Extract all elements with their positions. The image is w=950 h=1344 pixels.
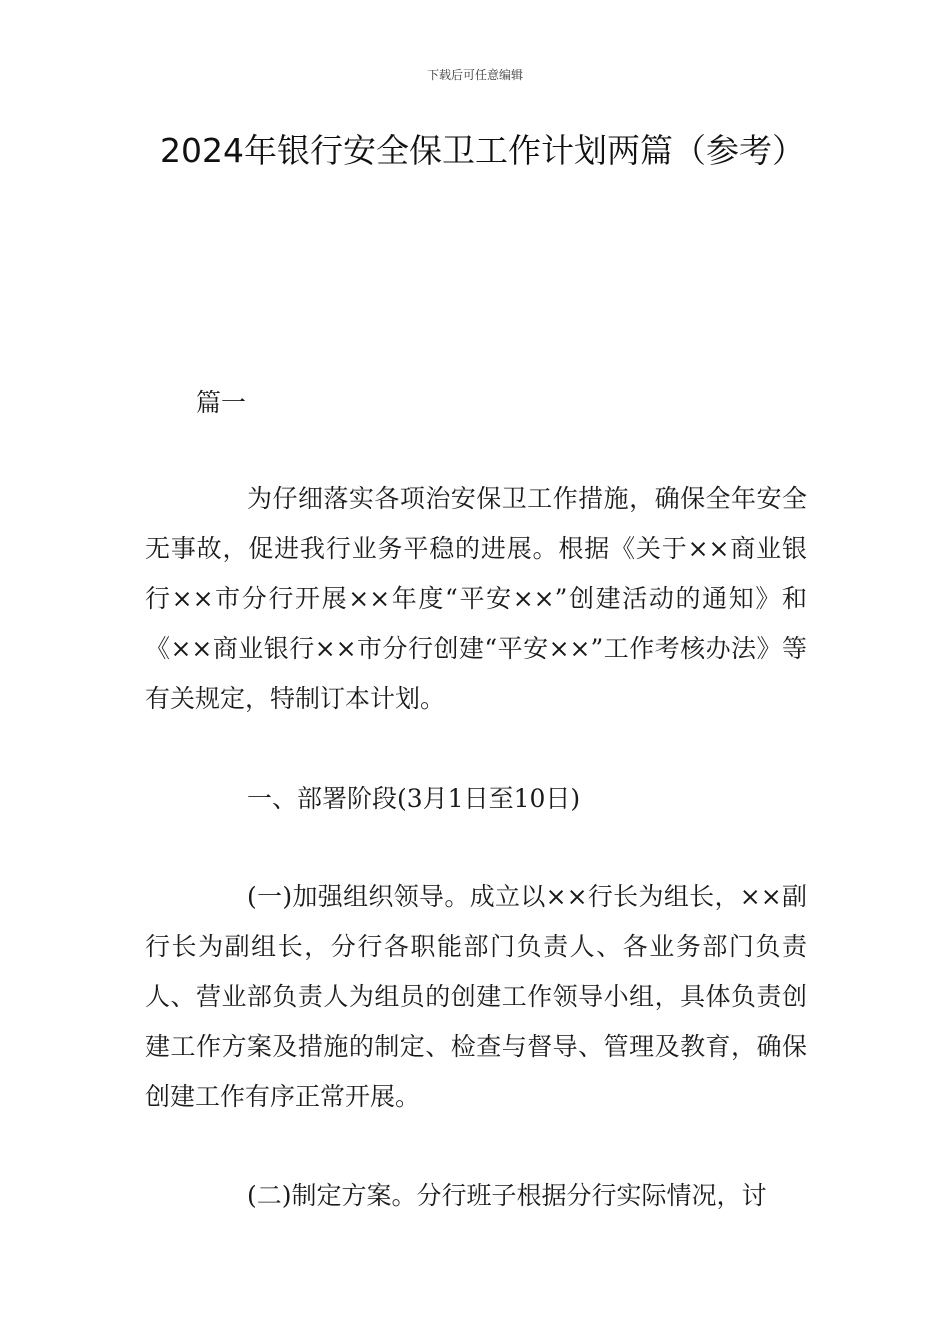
paragraph-plan: (二)制定方案。分行班子根据分行实际情况，讨 <box>247 1181 767 1210</box>
section-label: 篇一 <box>196 388 247 417</box>
document-title: 2024年银行安全保卫工作计划两篇（参考） <box>160 131 805 170</box>
section-heading-deployment: 一、部署阶段(3月1日至10日) <box>247 784 581 813</box>
paragraph-organization: (一)加强组织领导。成立以××行长为组长，××副行长为副组长，分行各职能部门负责人、各业务部门负责人、营业部负责人为组员的创建工作领导小组，具体负责创建工作方案及措施的制定、检查与督导、管理及教育，确保创建工作有序正常开展。 <box>145 882 807 1111</box>
paragraph-intro: 为仔细落实各项治安保卫工作措施，确保全年安全无事故，促进我行业务平稳的进展。根据《关于××商业银行××市分行开展××年度“平安××”创建活动的通知》和《××商业银行××市分行创建“平安××”工作考核办法》等有关规定，特制订本计划。 <box>145 484 807 713</box>
header-note: 下载后可任意编辑 <box>426 68 523 82</box>
